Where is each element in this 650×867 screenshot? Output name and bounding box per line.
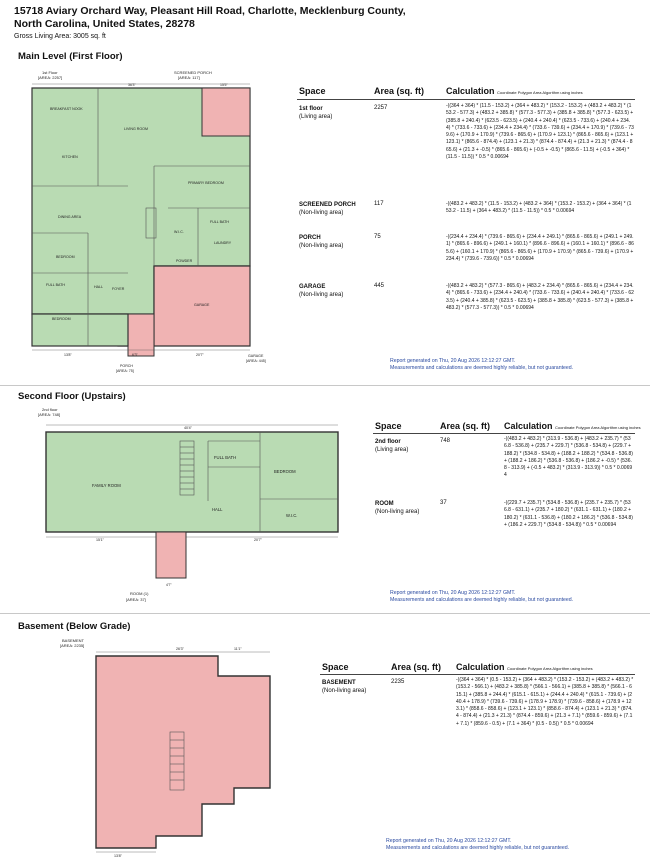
- basement-plan-area: [AREA: 2235]: [60, 643, 85, 648]
- main-row-3-calc: -((234.4 + 234.4) * (739.6 - 865.6) + (234.4 + 249.1) * (865.6 - 865.6) + (249.1 + 249.1) * (865.6 - 896.6) + (249.1 + 160.1) * (896.6 - 896.6) + (160.1 + 160.1) * (896.6 - 865.6) + (160.1 + 170.9) * (865.6 - 865.6) + (170.9 + 170.9) * (865.6 - 739.6) + (170.9 + 234.4) * (739.6 - 739.6)) * 0.5 * 0.00694: [446, 234, 634, 262]
- full-bath-2-label: FULL BATH: [210, 220, 229, 224]
- main-row-2-calc: -((483.2 + 483.2) * (11.5 - 153.2) + (483.2 + 364) * (153.2 - 153.2) + (364 + 364) * (153.2 - 11.5) + (364 + 483.2) * (11.5 - 11.5)) * 0.5 * 0.00694: [446, 201, 632, 215]
- property-address: 15718 Aviary Orchard Way, Pleasant Hill Road, Charlotte, Mecklenburg County, North Carolina, United States, 28278: [14, 5, 406, 30]
- second-area-header: Area (sq. ft): [440, 421, 491, 431]
- first-floor-area-label: [AREA: 2257]: [38, 75, 63, 80]
- basement-shape: [96, 656, 270, 848]
- section-divider-1: [0, 385, 650, 386]
- section-divider-2: [0, 613, 650, 614]
- living-room-label: LIVING ROOM: [124, 127, 148, 131]
- second-floor-title: Second Floor (Upstairs): [18, 391, 126, 402]
- room-1-area-label: [AREA: 37]: [126, 597, 146, 602]
- basement-plan: [58, 636, 298, 862]
- basement-row-area: 2235: [391, 679, 405, 685]
- main-row-4-area: 445: [374, 283, 385, 289]
- family-room-label: FAMILY ROOM: [92, 483, 121, 488]
- main-report-note: Report generated on Thu, 20 Aug 2026 12:12:27 GMT. Measurements and calculations are deemed highly reliable, but not guaranteed.: [390, 358, 574, 371]
- room-1-label: ROOM (1): [130, 591, 149, 596]
- second-dim-bottom-2: 20'7": [254, 538, 262, 542]
- second-row-1-calc: -((483.2 + 483.2) * (313.9 - 536.8) + (483.2 + 235.7) * (536.8 - 536.8) + (235.7 + 229.7) * (536.8 - 534.8) + (229.7 + 188.2) * (534.8 - 534.8) + (188.2 + 188.2) * (534.8 - 536.8) + (188.2 + 186.2) * (536.8 - 536.8) + (186.2 + -0.5) * (536.8 - 313.9) + (-0.5 + 483.2) * (313.9 - 313.9)) * 0.5 * 0.00694: [504, 436, 633, 479]
- second-space-header: Space: [375, 421, 402, 431]
- second-hall-label: HALL: [212, 507, 223, 512]
- basement-calc-header: Calculation Coordinate Polygon Area Algorithm using inches: [456, 662, 593, 672]
- second-floor-plan: [20, 405, 360, 605]
- basement-area-header: Area (sq. ft): [391, 662, 442, 672]
- porch-shape: [128, 314, 154, 356]
- second-floor-label: 2nd floor: [42, 407, 58, 412]
- basement-dim-bottom: 13'8": [114, 854, 122, 858]
- dim-top-2: 15'5": [220, 83, 228, 87]
- second-row-2-name: ROOM (Non-living area): [375, 501, 420, 515]
- bedroom-label: BEDROOM: [56, 255, 75, 259]
- garage-label: GARAGE: [194, 303, 210, 307]
- gross-living-area: Gross Living Area: 3005 sq. ft: [14, 33, 106, 40]
- second-row-2-calc: -((229.7 + 235.7) * (534.8 - 536.8) + (235.7 + 235.7) * (536.8 - 631.1) + (235.7 + 180.2) * (631.1 - 631.1) + (180.2 + 180.2) * (631.1 - 536.8) + (180.2 + 186.2) * (536.8 - 534.8) + (186.2 + 229.7) * (534.8 - 534.8)) * 0.5 * 0.00694: [504, 500, 633, 528]
- main-space-header: Space: [299, 86, 326, 96]
- screened-porch-area-label: [AREA: 117]: [178, 75, 200, 80]
- dim-bottom-2: 6'3": [132, 353, 138, 357]
- main-row-1-calc: -((364 + 364) * (11.5 - 153.2) + (364 + 483.2) * (153.2 - 153.2) + (483.2 + 483.2) * (153.2 - 577.3) + (483.2 + 385.8) * (577.3 - 577.3) + (385.8 + 385.8) * (577.3 - 623.5) + (385.8 + 240.4) * (623.5 - 623.5) + (240.4 + 240.4) * (623.5 - 733.6) + (240.4 + 234.4) * (733.6 - 733.6) + (234.4 + 234.4) * (733.6 - 739.6) + (234.4 + 170.9) * (739.6 - 739.6) + (170.9 + 170.9) * (739.6 - 865.6) + (170.9 + 123.1) * (865.6 - 865.6) + (123.1 + 123.1) * (865.6 - 874.4) + (123.1 + 21.3) * (874.4 - 874.4) + (21.3 + 21.3) * (874.4 - 865.6) + (21.3 + -0.5) * (865.6 - 865.6) + (-0.5 + -0.5) * (865.6 - 11.5) + (-0.5 + 364) * (11.5 - 11.5)) * 0.5 * 0.00694: [446, 103, 634, 161]
- laundry-label: LAUNDRY: [214, 241, 232, 245]
- full-bath-label: FULL BATH: [46, 283, 65, 287]
- foyer-label: FOYER: [112, 287, 125, 291]
- basement-space-header: Space: [322, 662, 349, 672]
- garage-area-caption: [AREA: 445]: [246, 359, 266, 363]
- main-area-header: Area (sq. ft): [374, 86, 425, 96]
- second-wic-label: W.I.C.: [286, 513, 298, 518]
- room-1-dim: 4'7": [166, 583, 172, 587]
- main-row-3-name: PORCH (Non-living area): [299, 235, 344, 249]
- room-1-shape: [156, 532, 186, 578]
- screened-porch-shape: [202, 88, 250, 136]
- main-row-3-area: 75: [374, 234, 381, 240]
- dining-area-label: DINING AREA: [58, 215, 82, 219]
- main-row-1-name: 1st floor (Living area): [299, 106, 333, 120]
- wic-label: W.I.C.: [174, 230, 184, 234]
- powder-label: POWDER: [176, 259, 193, 263]
- second-row-1-area: 748: [440, 438, 451, 444]
- dim-bottom-3: 20'7": [196, 353, 204, 357]
- second-calc-header: Calculation Coordinate Polygon Area Algorithm using inches: [504, 421, 641, 431]
- main-level-title: Main Level (First Floor): [18, 51, 123, 62]
- main-row-2-name: SCREENED PORCH (Non-living area): [299, 202, 356, 216]
- main-floor-plan: [28, 68, 278, 378]
- basement-row-name: BASEMENT (Non-living area): [322, 680, 367, 694]
- basement-dim-top-2: 11'1": [234, 647, 242, 651]
- porch-area-caption: [AREA: 75]: [116, 369, 134, 373]
- main-calc-header: Calculation Coordinate Polygon Area Algorithm using inches: [446, 86, 583, 96]
- basement-title: Basement (Below Grade): [18, 621, 131, 632]
- basement-plan-label: BASEMENT: [62, 638, 85, 643]
- primary-bedroom-label: PRIMARY BEDROOM: [188, 181, 224, 185]
- main-row-1-area: 2257: [374, 105, 388, 111]
- second-dim-bottom-1: 15'1": [96, 538, 104, 542]
- hall-label: HALL: [94, 285, 103, 289]
- second-row-2-area: 37: [440, 500, 447, 506]
- porch-caption: PORCH: [120, 364, 133, 368]
- screened-porch-label: SCREENED PORCH: [174, 70, 212, 75]
- second-row-1-name: 2nd floor (Living area): [375, 439, 409, 453]
- kitchen-label: KITCHEN: [62, 155, 78, 159]
- first-floor-label: 1st Floor: [42, 70, 58, 75]
- main-row-4-name: GARAGE (Non-living area): [299, 284, 344, 298]
- basement-report-note: Report generated on Thu, 20 Aug 2026 12:12:27 GMT. Measurements and calculations are deemed highly reliable, but not guaranteed.: [386, 838, 570, 851]
- dim-bottom-1: 13'8": [64, 353, 72, 357]
- garage-caption: GARAGE: [248, 354, 264, 358]
- second-report-note: Report generated on Thu, 20 Aug 2026 12:12:27 GMT. Measurements and calculations are deemed highly reliable, but not guaranteed.: [390, 590, 574, 603]
- dim-top-1: 36'3": [128, 83, 136, 87]
- second-floor-area-label: [AREA: 748]: [38, 412, 61, 417]
- basement-row-calc: -((364 + 364) * (0.5 - 153.2) + (364 + 483.2) * (153.2 - 153.2) + (483.2 + 483.2) * (153.2 - 566.1) + (483.2 + 385.8) * (566.1 - 566.1) + (385.8 + 385.8) * (566.1 - 615.1) + (385.8 + 244.4) * (615.1 - 615.1) + (244.4 + 240.4) * (615.1 - 739.6) + (240.4 + 178.9) * (739.6 - 739.6) + (178.9 + 178.9) * (739.6 - 858.6) + (178.9 + 123.1) * (858.6 - 858.6) + (123.1 + 123.1) * (858.6 - 874.4) + (123.1 + 21.3) * (874.4 - 874.4) + (21.3 + 21.3) * (874.4 - 859.6) + (21.3 + 7.1) * (859.6 - 859.6) + (7.1 + 7.1) * (859.6 - 0.5) + (7.1 + 364) * (0.5 - 0.5)) * 0.5 * 0.00694: [456, 677, 634, 727]
- breakfast-nook-label: BREAKFAST NOOK: [50, 107, 83, 111]
- main-row-4-calc: -((483.2 + 483.2) * (577.3 - 865.6) + (483.2 + 234.4) * (865.6 - 865.6) + (234.4 + 234.4) * (865.6 - 733.6) + (234.4 + 240.4) * (733.6 - 733.6) + (240.4 + 240.4) * (733.6 - 623.5) + (240.4 + 385.8) * (623.5 - 623.5) + (385.8 + 385.8) * (623.5 - 577.3) + (385.8 + 483.2) * (577.3 - 577.3)) * 0.5 * 0.00694: [446, 283, 634, 311]
- second-dim-top: 40'4": [184, 426, 192, 430]
- basement-dim-top-1: 26'3": [176, 647, 184, 651]
- second-bedroom-label: BEDROOM: [274, 469, 296, 474]
- bedroom-2-label: BEDROOM: [52, 317, 71, 321]
- main-row-2-area: 117: [374, 201, 384, 207]
- second-full-bath-label: FULL BATH: [214, 455, 237, 460]
